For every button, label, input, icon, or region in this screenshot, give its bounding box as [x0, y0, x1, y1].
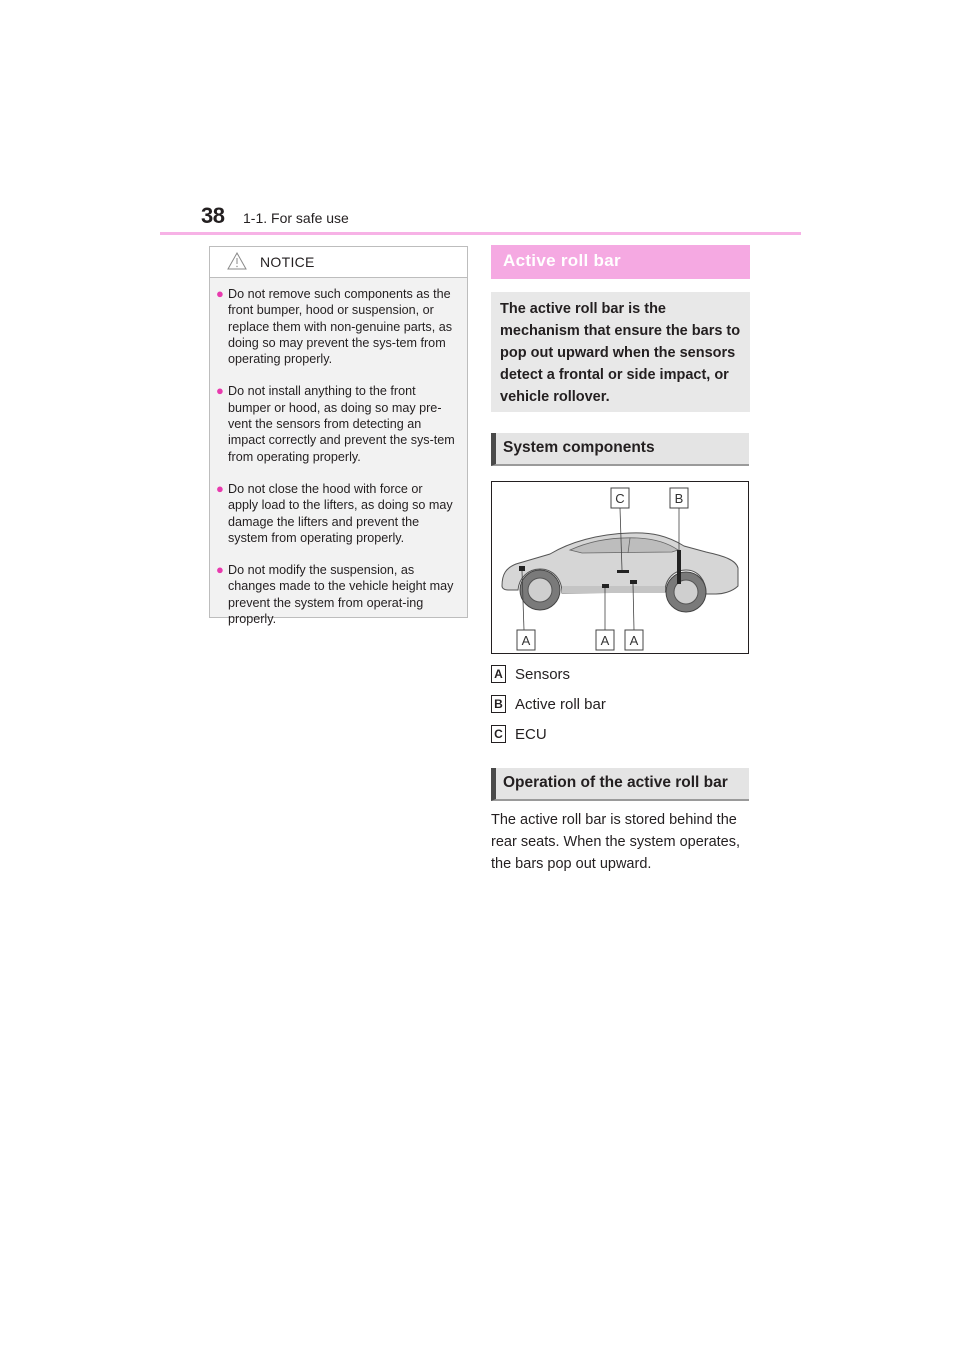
section-heading: Active roll bar: [491, 245, 750, 279]
legend-label: ECU: [515, 725, 547, 743]
bullet-icon: ●: [216, 480, 224, 496]
operation-heading: Operation of the active roll bar: [491, 768, 749, 801]
legend-key-badge: C: [491, 725, 506, 743]
legend-item-ecu: [491, 725, 547, 743]
legend-label: Active roll bar: [515, 695, 606, 713]
notice-list: [210, 278, 467, 627]
legend-label: Sensors: [515, 665, 571, 683]
notice-item: [216, 481, 455, 546]
bullet-icon: ●: [216, 286, 224, 301]
notice-item: [216, 286, 455, 367]
notice-item-text: Do not modify the suspension, as changes made to the vehicle height may prevent the system from operat-ing properly.: [228, 563, 454, 627]
diagram-label-b: B: [674, 491, 684, 506]
section-title: 1-1. For safe use: [243, 210, 349, 226]
diagram-label-a: A: [600, 633, 610, 648]
car-illustration: [492, 482, 748, 653]
legend-item-sensors: [491, 665, 570, 683]
notice-item: [216, 383, 455, 464]
legend-key-badge: A: [491, 665, 506, 683]
notice-item: [216, 562, 455, 627]
legend-item-roll-bar: [491, 695, 606, 713]
diagram-label-a: A: [521, 633, 531, 648]
notice-box: [209, 246, 468, 627]
notice-item-text: Do not install anything to the front bumper or hood, as doing so may pre-vent the sensors from detecting an impact correctly and prevent the sys-tem from operating properly.: [228, 384, 455, 464]
components-heading: System components: [491, 433, 749, 466]
legend-key-badge: B: [491, 695, 506, 713]
operation-text: The active roll bar is stored behind the rear seats. When the system operates, the bars pop out upward.: [491, 812, 741, 872]
bullet-icon: ●: [216, 383, 224, 399]
header-divider: [160, 232, 801, 235]
page-number: 38: [201, 203, 225, 228]
intro-box: The active roll bar is the mechanism that ensure the bars to pop out upward when the sensors detect a frontal or side impact, or vehicle rollover.: [491, 292, 750, 412]
warning-triangle-icon: [227, 252, 247, 275]
notice-title: NOTICE: [260, 254, 315, 270]
notice-item-text: Do not remove such components as the front bumper, hood or suspension, or replace them with non-genuine parts, as doing so may prevent the sys-tem from operating properly.: [228, 287, 453, 367]
notice-header: [210, 247, 467, 278]
diagram-label-a: A: [629, 633, 639, 648]
bullet-icon: ●: [216, 562, 224, 578]
diagram-label-c: C: [615, 491, 625, 506]
vehicle-diagram: [491, 481, 749, 654]
notice-item-text: Do not close the hood with force or apply load to the lifters, as doing so may damage the lifters and prevent the system from operating properly.: [228, 481, 453, 545]
